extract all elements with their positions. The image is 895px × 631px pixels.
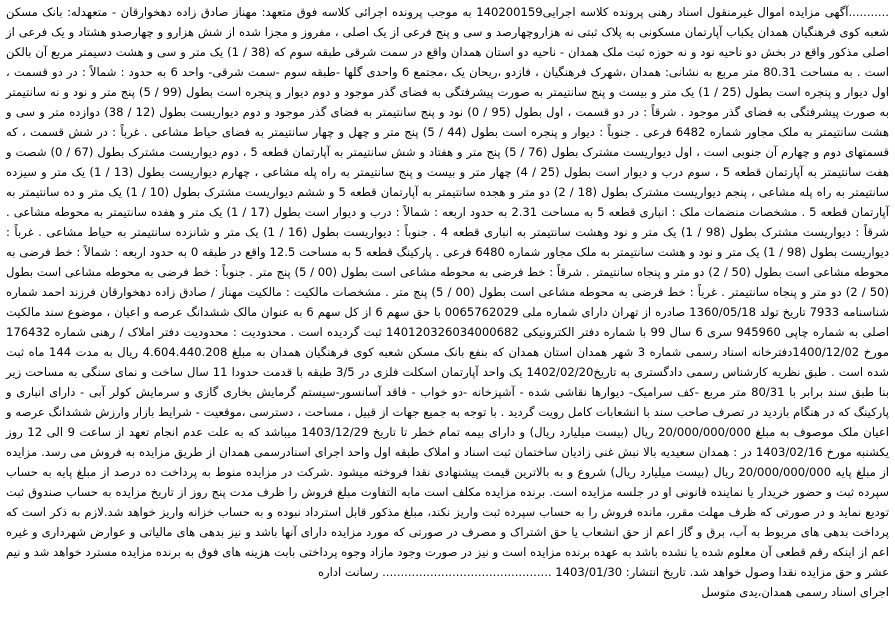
- notice-signature: اجرای اسناد رسمی همدان،یدی متوسل: [701, 585, 889, 599]
- notice-body: ...........آگهی مزایده اموال غیرمنقول اسناد رهنی پرونده کلاسه اجرایی140200159 به موجب پرونده اجرائی کلاسه فوق متعهد: مهناز صادق زاده دهخوارقان - متعهدله: بانک مسکن شعبه کوی فرهنگیان همدان یکباب آپارتمان مسکونی به پلاک ثبتی نه هزاروچهارصد و سی و پنج فرعی از یک اصلی ، مفروز و مجزا شده از شش هزارو و چهارصدو هشتاد و یک فرعی از اصلی مذکور واقع در بخش دو ناحیه نود و نه حوزه ثبت ملک همدان - ناحیه دو استان همدان واقع در سمت شرقی طبقه سوم که (38 / 1) یک متر و سی و هشت دسیمتر مربع آن بالکن است . به مساحت 80.31 متر مربع به نشانی: همدان ،شهرک فرهنگیان ، فازدو ،ریحان یک ،مجتمع 6 واحدی گلها -طبقه سوم -سمت شرقی- واحد 6 به حدود : شمالاً : در دو قسمت ، اول دیوار و پنجره است بطول (25 / 1) یک متر و بیست و پنج سانتیمتر به صورت پیشرفتگی به فضای گذر موجود و دوم دیوار و پنجره است بطول (99 / 5) پنج متر و نود و نه سانتیمتر به صورت پیشرفتگی به فضای گذر موجود . شرقاً : در دو قسمت ، اول بطول (95 / 0) نود و پنج سانتیمتر به فضای گذر موجود و دوم دیواریست بطول (12 / 38) دوازده متر و سی و هشت سانتیمتر به ملک مجاور شماره 6482 فرعی . جنوباً : دیوار و پنجره است بطول (44 / 5) پنج متر و چهل و چهار سانتیمتر به فضای حیاط مشاعی . غرباً : در شش قسمت ، که قسمتهای دوم و چهارم آن جنوبی است ، اول دیواریست مشترک بطول (76 / 5) پنج متر و هفتاد و شش سانتیمتر به آپارتمان قطعه 5 ، دوم دیواریست مشترک بطول (67 / 0) شصت و هفت سانتیمتر به آپارتمان قطعه 5 ، سوم درب و دیوار است بطول (25 / 4) چهار متر و بیست و پنج سانتیمتر به راه پله مشاعی ، چهارم دیواریست بطول (13 / 1) یک متر و سیزده سانتیمتر به راه پله مشاعی ، پنجم دیواریست مشترک بطول (18 / 2) دو متر و هجده سانتیمتر به آپارتمان قطعه 5 و ششم دیواریست مشترک بطول (10 / 1) یک متر و ده سانتیمتر به آپارتمان قطعه 5 . مشخصات منضمات ملک : انباری قطعه 5 به مساحت 2.31 به حدود اربعه : شمالاً : درب و دیوار است بطول (17 / 1) یک متر و هفده سانتیمتر به محوطه مشاعی . شرقاً : دیواریست مشترک بطول (98 / 1) یک متر و نود وهشت سانتیمتر به انباری قطعه 4 . جنوباً : دیواریست بطول (16 / 1) یک متر و شانزده سانتیمتر به حیاط مشاعی . غرباً : دیواریست بطول (98 / 1) یک متر و نود و هشت سانتیمتر به ملک مجاور شماره 6480 فرعی . پارکینگ قطعه 5 به مساحت 12.5 واقع در طبقه 0 به حدود اربعه : شمالاً : خط فرضی به محوطه مشاعی است بطول (50 / 2) دو متر و پنجاه سانتیمتر . شرقاً : خط فرضی به محوطه مشاعی است بطول (00 / 5) پنج متر . جنوباً : خط فرضی به محوطه مشاعی است بطول (50 / 2) دو متر و پنجاه سانتیمتر . غرباً : خط فرضی به محوطه مشاعی است بطول (00 / 5) پنج متر . مشخصات مالکیت : مالکیت مهناز / صادق زاده دهخوارقان فرزند احمد شماره شناسنامه 7933 تاریخ تولد 1360/05/18 صادره از تهران دارای شماره ملی 0065762029 با حق سهم 6 از کل سهم 6 به عنوان مالک ششدانگ عرصه و اعیان ، موضوع سند مالکیت اصلی به شماره چاپی 945960 سری 6 سال 99 با شماره دفتر الکترونیکی 140120326034000682 ثبت گردیده است . محدودیت : محدودیت دفتر املاک / رهنی شماره 176432 مورخ 1400/12/02دفترخانه اسناد رسمی شماره 3 شهر همدان استان همدان که بنفع بانک مسکن شعبه کوی فرهنگیان همدان به مبلغ 4.604.440.208 ریال به مدت 144 ماه ثبت شده است . طبق نظریه کارشناس رسمی دادگستری به تاریخ1402/02/20 یک واحد آپارتمان اسکلت فلزی در 3/5 طبقه با قدمت حدودا 11 سال ساخت و نمای سنگی به مساحت زیر بنا طبق سند برابر با 80/31 متر مربع -کف سرامیک- دیوارها نقاشی شده - آشپزخانه -دو خواب - فاقد آسانسور-سیستم گرمایش بخاری گازی و سرمایش کولر آبی - دارای انباری و پارکینگ که در هنگام بازدید در تصرف صاحب سند با انشعابات کامل رویت گردید . با توجه به جمیع جهات از قبیل ، مساحت ، دسترسی ،موقعیت - شرایط بازار وارزش ششدانگ عرصه و اعیان ملک موصوف به مبلغ 20/000/000/000 ریال (بیست میلیارد ریال) و دارای بیمه تمام خطر تا تاریخ 1403/12/29 میباشد که به علت عدم انجام تعهد از ساعت 9 الی 12 روز یکشنبه مورخ 1403/02/16 در : همدان سعیدیه بالا نبش غنی زادیان ساختمان ثبت اسناد و املاک طبقه اول واحد اجرای اسنادرسمی همدان از طریق مزایده به فروش می رسد. مزایده از مبلغ پایه 20/000/000/000 ریال (بیست میلیارد ریال) شروع و به بالاترین قیمت پیشنهادی نقدا فروخته میشود .شرکت در مزایده منوط به پرداخت ده درصد از مبلغ پایه به حساب سپرده ثبت و حضور خریدار یا نماینده قانونی او در جلسه مزایده است. برنده مزایده مکلف است مابه التفاوت مبلغ فروش را ظرف مدت پنج روز از تاریخ مزایده به حساب صندوق ثبت تودیع نماید و در صورتی که ظرف مهلت مقرر، مانده فروش را به حساب سپرده ثبت واریز نکند، مبلغ مذکور قابل استرداد نبوده و به حساب خزانه واریز خواهد شد.لازم به ذکر است که پرداخت بدهی های مربوط به آب، برق و گاز اعم از حق انشعاب یا حق اشتراک و مصرف در صورتی که مورد مزایده دارای آنها باشد و نیز بدهی های مالیاتی و عوارض شهرداری و غیره اعم از اینکه رقم قطعی آن معلوم شده یا نشده باشد به عهده برنده مزایده است و نیز در صورت وجود مازاد وجوه پرداختی بابت هزینه های فوق به برنده مزایده مسترد خواهد شد و نیم عشر و حق مزایده نقدا وصول خواهد شد. تاریخ انتشار: 1403/01/30 .............................................. رسانت اداره: [6, 5, 890, 579]
